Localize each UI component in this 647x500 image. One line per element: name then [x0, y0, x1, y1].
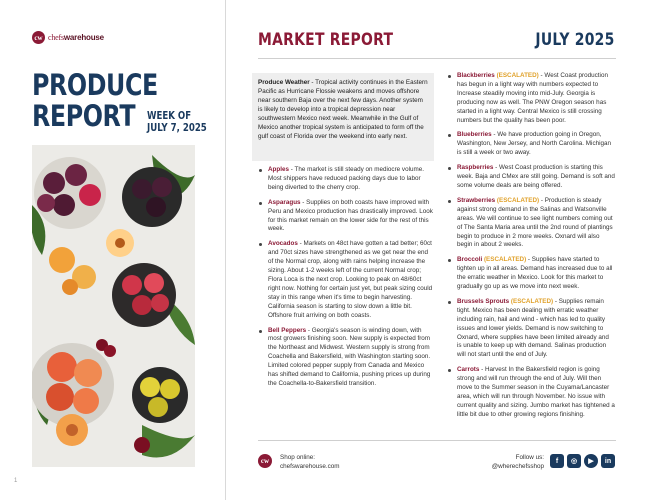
week-of-label: WEEK OF — [147, 110, 192, 122]
footer-logo-icon[interactable]: cw — [258, 454, 272, 468]
youtube-icon[interactable]: ▶ — [584, 454, 598, 468]
commodity-text: - Supplies remain tight. Mexico has been dealing with erratic weather including rain, hail and wind - which has led to quality issues and lower yields. Demand is now switching to Oxnard, where supplies have been limited already and is unable to keep up with demand. Salinas production will not start until the end of July. — [457, 297, 609, 359]
escalated-badge: (ESCALATED) — [483, 256, 527, 264]
logo-text — [48, 33, 104, 42]
report-title — [32, 68, 158, 133]
commodity-name: Raspberries — [457, 164, 494, 172]
social-handle[interactable]: @wherechefsshop — [491, 463, 544, 470]
escalated-badge: (ESCALATED) — [510, 297, 554, 305]
instagram-icon[interactable]: ◎ — [567, 454, 581, 468]
commodity-item — [258, 199, 434, 235]
commodity-item — [447, 72, 615, 125]
follow-us — [490, 453, 544, 471]
cover-column — [0, 0, 226, 500]
footer-divider — [258, 440, 616, 441]
report-date: JULY 2025 — [535, 30, 615, 50]
commodity-name: Avocados — [268, 240, 298, 248]
commodity-item — [447, 164, 615, 191]
commodity-name: Blueberries — [457, 131, 492, 139]
intro-lead: Produce Weather — [258, 79, 310, 86]
commodity-text: - We have production going in Oregon, Washington, New Jersey, and North Carolina. Michigan is still a week or two away. — [457, 131, 611, 157]
commodity-name: Broccoli — [457, 256, 483, 264]
logo-prefix: chefs — [48, 33, 64, 42]
commodity-list-right — [447, 72, 615, 426]
facebook-icon[interactable]: f — [550, 454, 564, 468]
social-links — [550, 454, 615, 468]
week-of — [147, 110, 207, 134]
commodity-name: Carrots — [457, 366, 480, 374]
escalated-badge: (ESCALATED) — [496, 196, 540, 204]
linkedin-icon[interactable]: in — [601, 454, 615, 468]
shop-online — [280, 453, 340, 471]
commodity-text: - Production is steady against strong demand in the Salinas and Watsonville areas. We will continue to see light numbers coming out of The Santa Maria area until the 2nd round of plantings begin to produce in 2 more weeks. Oxnard will also begin in about 2 weeks. — [457, 196, 613, 249]
logo-mark-icon: cw — [32, 31, 45, 44]
produce-photo — [32, 145, 195, 467]
commodity-text: - Georgia's season is winding down, with most growers finishing soon. New supply is expected from the Northeast and Midwest. Western supply is strong from Coachella and Bakersfield, with Washington starting soon. Limited colored pepper supply from Canada and Mexico has shifted demand to California, pushing prices up during the Coachella-to-Bakersfield transition. — [268, 326, 431, 387]
commodity-item — [447, 197, 615, 250]
page-number: 1 — [14, 478, 18, 484]
commodity-name: Blackberries — [457, 72, 495, 79]
commodity-text: - Markets on 48ct have gotten a tad better; 60ct and 70ct sizes have strengthened as we get near the end of the Normal crop, along with rains helping increase the sizing. About 1-2 weeks left of the current Normal crop; Flora Loca is the next crop. Looking to peak on 48/60ct right now. Nothing for certain just yet, but peak sizing could stay in this range when it's time to begin harvesting. California season is starting to slow down a little bit. Offshore fruit arriving on both coasts. — [268, 240, 433, 319]
shop-url-link[interactable]: chefswarehouse.com — [280, 463, 340, 470]
commodity-item — [258, 166, 434, 193]
week-of-date: JULY 7, 2025 — [147, 122, 207, 134]
commodity-list-middle — [258, 166, 434, 395]
market-report-title: MARKET REPORT — [258, 30, 394, 50]
commodity-name: Bell Peppers — [268, 326, 307, 334]
brand-logo[interactable] — [32, 31, 104, 44]
intro-text: - Tropical activity continues in the Eastern Pacific as Hurricane Flossie weakens and moves offshore near southern Baja over the next few days. Another system is likely to develop into a tropical depression near southwestern Mexico next week. Meanwhile in the Gulf of Mexico another tropical system is anticipated to form off the gulf coast of Florida over the weekend into early next. — [258, 79, 428, 140]
commodity-name: Apples — [268, 166, 289, 173]
follow-label: Follow us: — [515, 454, 544, 461]
report-title-line2: REPORT — [32, 99, 136, 133]
commodity-text: - The market is still steady on mediocre volume. Most shippers have reduced packing days due to labor being diverted to the cherry crop. — [268, 166, 424, 191]
commodity-item — [258, 240, 434, 320]
commodity-text: - West Coast production is starting this week. Baja and CMex are still going. Demand is soft and some volume deals are being offered. — [457, 164, 615, 189]
header-divider — [258, 58, 616, 59]
commodity-name: Strawberries — [457, 196, 496, 204]
commodity-text: - Supplies on both coasts have improved with Peru and Mexico production has drastically improved. Look for this market remain on the lower side for the rest of this week. — [268, 198, 433, 233]
commodity-item — [258, 327, 434, 389]
produce-weather-box — [252, 73, 434, 161]
commodity-text: - West Coast production has begun in a light way with numbers expected to Increase steadily moving into mid-July. Georgia is producing now as well. The PNW Oregon season has started in a light way. Central Mexico is still crossing numbers but the quality has been poor. — [457, 72, 608, 124]
logo-suffix: warehouse — [63, 33, 104, 42]
produce-photo-illustration — [32, 145, 195, 467]
commodity-item — [447, 256, 615, 292]
commodity-name: Asparagus — [268, 198, 301, 206]
commodity-item — [447, 298, 615, 360]
commodity-text: - Supplies have started to tighten up in all areas. Demand has increased due to all the erratic weather in Mexico. Look for this market to gradually go up as we move into next week. — [457, 256, 613, 291]
commodity-item — [447, 366, 615, 419]
commodity-item — [447, 131, 615, 158]
commodity-text: - Harvest In the Bakersfield region is going strong and will run through the end of July. Will then move to the Summer season in the Cuyama/Lancaster area, which will run through November. No issue with current quality and sizing. Jumbo market has tightened a little bit due to other growing regions finishing. — [457, 366, 615, 418]
escalated-badge: (ESCALATED) — [496, 72, 539, 79]
commodity-name: Brussels Sprouts — [457, 297, 510, 305]
shop-label: Shop online: — [280, 454, 316, 461]
report-title-line1: PRODUCE — [32, 68, 158, 102]
